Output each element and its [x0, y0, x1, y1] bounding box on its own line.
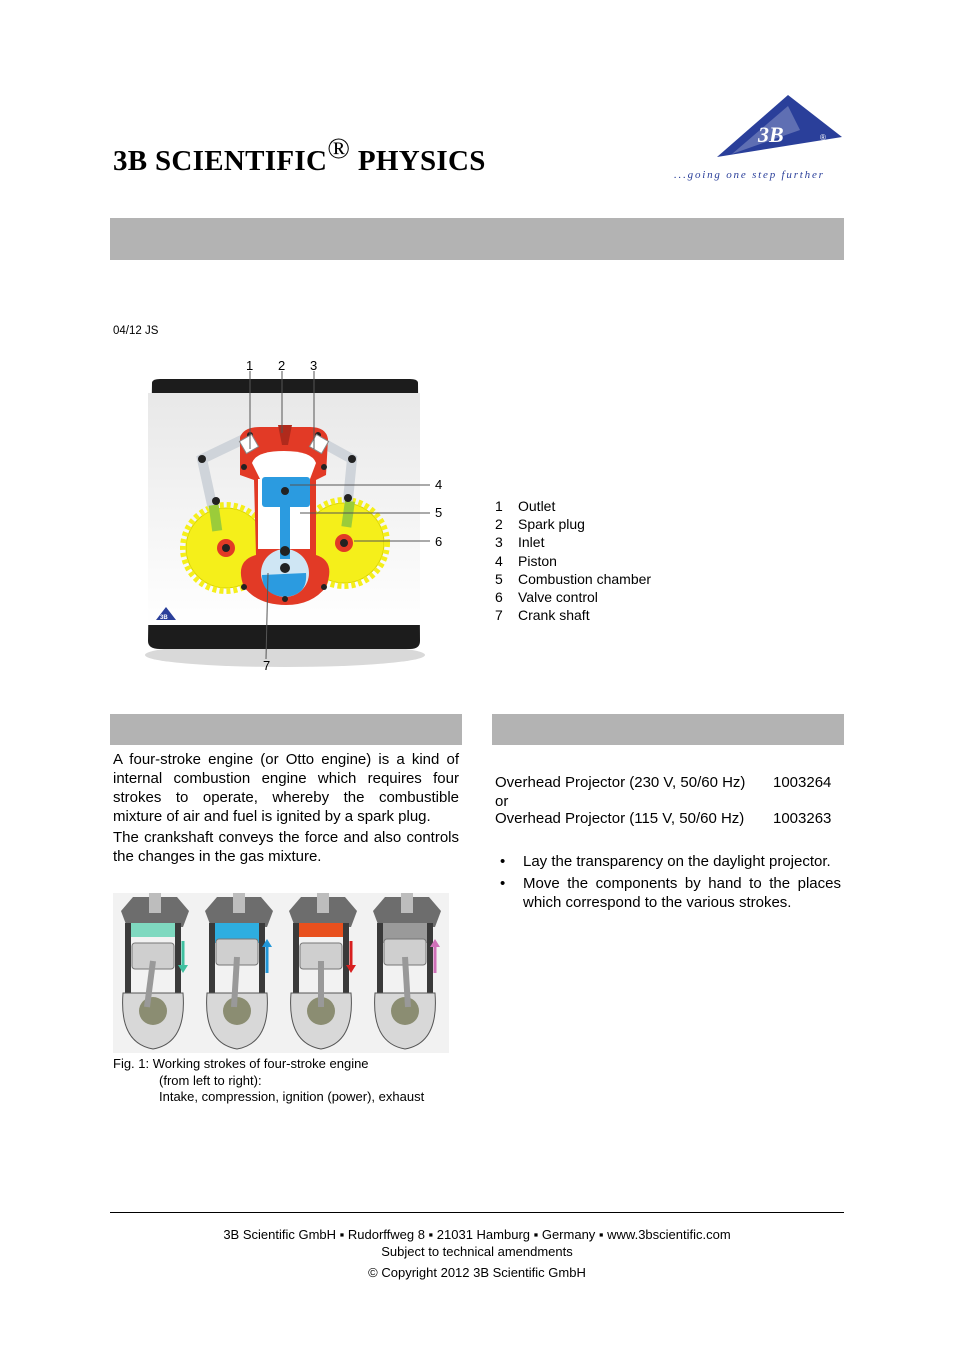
title-bar: [110, 218, 844, 260]
legend-item: [495, 552, 651, 570]
description-paragraph-1: A four-stroke engine (or Otto engine) is a kind of internal combustion engine which requires four strokes to operate, whereby the combustible mixture of air and fuel is ignited by a spark plug.: [113, 751, 459, 825]
instruction-text: Move the components by hand to the places which correspond to the various strokes.: [523, 875, 841, 911]
legend-item: [495, 606, 651, 624]
operation-section-bar: [492, 714, 844, 745]
cylinder-wall: [343, 923, 349, 993]
legend-num: 1: [495, 498, 503, 514]
spark-plug: [149, 893, 161, 913]
cylinder-wall: [175, 923, 181, 993]
document-code: 04/12 JS: [113, 325, 159, 337]
requirement-label: Overhead Projector (115 V, 50/60 Hz): [495, 810, 745, 827]
legend-num: 3: [495, 534, 503, 551]
badge-text: 3B: [160, 615, 168, 621]
instruction-item: [495, 852, 841, 871]
cylinder-wall: [377, 923, 383, 993]
callout-4: 4: [435, 477, 443, 492]
instruction-list: [495, 852, 841, 915]
legend-label: Combustion chamber: [518, 570, 652, 587]
legend-num: 6: [495, 589, 503, 606]
3b-logo: [672, 92, 848, 182]
caption-line-1: Fig. 1: Working strokes of four-stroke engine: [113, 1056, 369, 1071]
gas-chamber: [131, 923, 175, 937]
parts-legend: [495, 497, 651, 624]
logo-mark-text: 3B: [758, 122, 784, 147]
cylinder-wall: [125, 923, 131, 993]
callout-6: 6: [435, 534, 443, 549]
cylinder-wall: [427, 923, 433, 993]
legend-num: 4: [495, 552, 503, 569]
caption-line-2: (from left to right):: [159, 1072, 262, 1088]
callout-3: 3: [310, 358, 318, 373]
spark-plug: [401, 893, 413, 913]
footer-rule: [110, 1212, 844, 1213]
figure-caption: [113, 1056, 424, 1106]
legend-item: [495, 588, 651, 606]
footer-copyright: © Copyright 2012 3B Scientific GmbH: [368, 1265, 586, 1280]
requirement-label: Overhead Projector (230 V, 50/60 Hz): [495, 774, 746, 791]
requirement-code: 1003263: [773, 810, 832, 827]
legend-num: 2: [495, 516, 503, 533]
description-paragraph-2: The crankshaft conveys the force and also controls the changes in the gas mixture.: [113, 829, 459, 865]
legend-label: Inlet: [518, 534, 545, 551]
connecting-rod: [405, 957, 408, 1007]
legend-label: Outlet: [518, 498, 556, 514]
legend-label: Crank shaft: [518, 607, 590, 624]
cylinder-wall: [293, 923, 299, 993]
legend-label: Valve control: [518, 589, 598, 606]
spark-plug: [317, 893, 329, 913]
four-stroke-figure: [113, 893, 449, 1053]
logo-tagline: ...going one step further: [674, 169, 825, 181]
engine-model-diagram: [140, 355, 430, 685]
description-section-bar: [110, 714, 462, 745]
legend-item: [495, 497, 651, 515]
legend-num: 5: [495, 570, 503, 587]
requirement-or: or: [495, 793, 509, 810]
svg-text:®: ®: [820, 133, 826, 142]
footer-address: 3B Scientific GmbH ▪ Rudorffweg 8 ▪ 21031 Hamburg ▪ Germany ▪ www.3bscientific.com: [223, 1227, 731, 1242]
legend-item: [495, 515, 651, 533]
legend-label: Piston: [518, 552, 557, 569]
callout-7: 7: [263, 658, 271, 673]
bullet-dot: •: [500, 875, 506, 892]
crankshaft: [139, 997, 167, 1025]
connecting-rod: [234, 957, 237, 1007]
callout-2: 2: [278, 358, 286, 373]
requirement-row-1: [495, 773, 832, 792]
requirement-code: 1003264: [773, 774, 832, 791]
gas-chamber: [299, 923, 343, 937]
brand-main: 3B SCIENTIFIC: [113, 145, 328, 177]
callout-5: 5: [435, 505, 443, 520]
bullet-dot: •: [500, 853, 506, 870]
instruction-item: [495, 874, 841, 912]
footer-notice: Subject to technical amendments: [381, 1244, 573, 1259]
registered-mark: ®: [327, 132, 351, 165]
legend-num: 7: [495, 607, 503, 624]
cylinder-wall: [209, 923, 215, 993]
instruction-text: Lay the transparency on the daylight projector.: [523, 853, 831, 870]
callout-1: 1: [246, 358, 254, 373]
legend-item: [495, 533, 651, 551]
caption-line-3: Intake, compression, ignition (power), exhaust: [159, 1089, 425, 1104]
legend-label: Spark plug: [518, 516, 585, 533]
requirement-row-2: [495, 809, 832, 828]
brand-title: [113, 132, 486, 178]
legend-item: [495, 570, 651, 588]
brand-suffix: PHYSICS: [350, 145, 486, 177]
spark-plug: [233, 893, 245, 913]
cylinder-wall: [259, 923, 265, 993]
